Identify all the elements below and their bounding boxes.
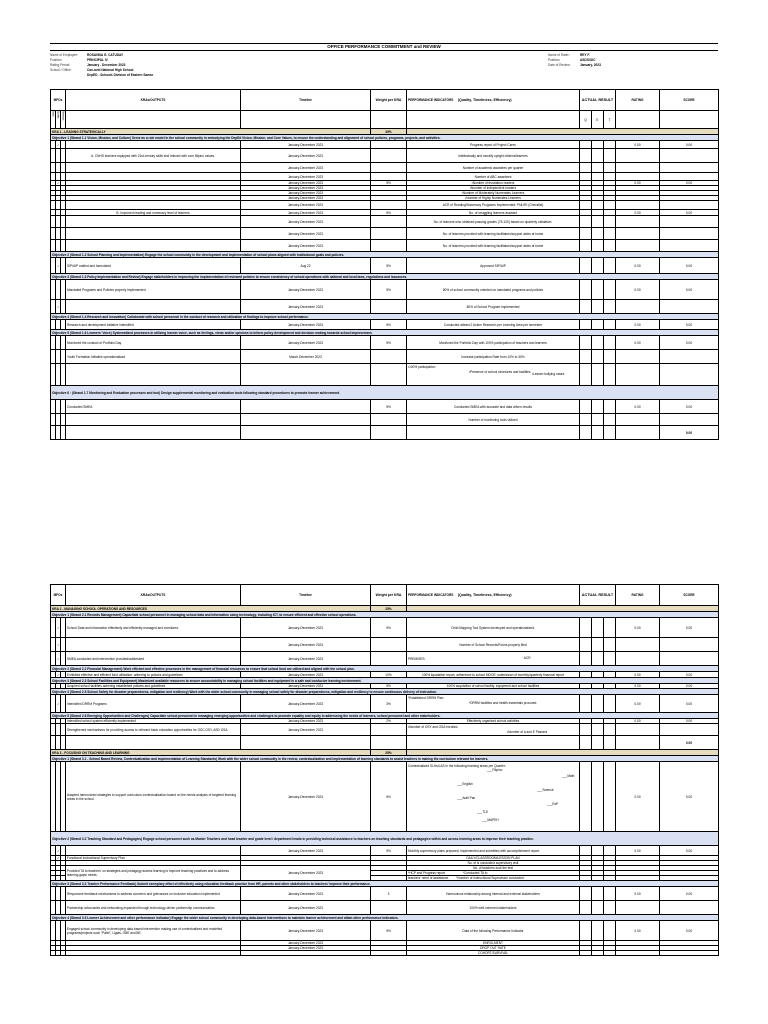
score-cell: 0.00 (660, 684, 719, 689)
weight-cell: 3 (371, 887, 407, 901)
kra3-objective-1: Objective 1 (Strand 3.1 - School Based Review, Contextualization and implementation of Learning Standards) Work with the wider school community in the review, contextualization and implementation of learning standards to assist teachers in making the curriculum relevant for learners. (51, 756, 719, 762)
kra-output: Intensified school system efficiently implemented (66, 719, 241, 724)
review-label: Date of Review: (548, 63, 571, 67)
mfo-strategic: Strategic (61, 111, 66, 129)
kra1-objective-5: Objective 5 (Strand 1.6 Learners' Voice) Systematized processes in utilizing learner voice, such as feelings, views and/or opinions to inform policy development and decision making towards school improvement. (51, 330, 719, 336)
timeline-cell: January-December 2023 (241, 196, 371, 201)
weight-cell: 5% (371, 684, 407, 689)
kra1-objective-2: Objective 2 (Strand 1.2 School Planning and Implementation) Engage the school community in the development and implementation of school plans aligned with institutional goals and policies. (51, 252, 719, 258)
col-e: E (592, 111, 604, 129)
indicator-cell: DROP OUT RATE (407, 946, 580, 951)
opcr-page-2 (50, 584, 718, 956)
timeline-cell: January-December 2023 (241, 618, 371, 638)
score-cell: 0.00 (660, 618, 719, 638)
col-pi-sub: (Quality, Timeliness, Efficiency) (457, 593, 512, 597)
timeline-cell: January-December 2023 (241, 719, 371, 724)
indicator-cell: COHORT/SURVIVAL (407, 951, 580, 956)
kra1-total-score: 0.00 (660, 426, 719, 440)
kra-output: Adapted harmonized strategies to support curriculum contextualization based on the needs analysis of targeted learning areas in the school. (66, 762, 241, 832)
timeline-cell: January-December 2023 (241, 181, 371, 186)
indicator-cell: Progress report of Project Cares (407, 141, 580, 149)
contextualized-slhs: Contextualized SLHs/LAS in the following learning areas per Quarter: (408, 764, 506, 768)
score-cell: 0.00 (660, 719, 719, 724)
indicator-cell (407, 652, 580, 666)
score-cell: 0.00 (660, 762, 719, 832)
timeline-cell: January-December 2023 (241, 201, 371, 210)
check-icon: ✓ (57, 856, 60, 860)
col-mfos: MFOs (51, 585, 66, 606)
indicator-cell: 100% acquisition of school facility, equipment and school facilities (407, 684, 580, 689)
indicator-cell: Conducted atleast 2 Action Research per Learning Area per semester (407, 320, 580, 330)
check-icon: ✓ (56, 846, 61, 856)
indicator-cell: 100% liquidation report, adherence to school MOOE; submission of monthly/quarterly financial report (407, 672, 580, 678)
rating-cell: 0.00 (616, 181, 660, 186)
timeline-cell: January-December 2023 (241, 173, 371, 181)
kra1-objective-3: Objective 3 (Strand 1.3 Policy Implementation and Review) Engage stakeholders in improving the implementation of reviewed policies to ensure consistency of school operations with national and local laws, regulations and issuances. (51, 274, 719, 280)
timeline-cell: January-December 2023 (241, 191, 371, 196)
kra-output: School Data and information effectively and efficiently managed and monitored. (66, 618, 241, 638)
indicator-cell: Increase participation Rate from 10% to 30% (407, 350, 580, 364)
rating-cell: 0.00 (616, 618, 660, 638)
opcr-table-kra1 (50, 89, 719, 440)
review-date: January, 2023 (580, 63, 601, 67)
kra-output: Exhibited effective and efficient fund utilization: adhering to policies and guidelines (66, 672, 241, 678)
kra-output: Youth Formation initiative operationalized (66, 350, 241, 364)
subject-science: ___Science (537, 788, 554, 792)
col-pi (407, 90, 580, 111)
rater-name: REY F. (580, 53, 590, 57)
rating-cell: 0.00 (616, 141, 660, 149)
period-label: Rating Period: (50, 63, 71, 67)
kra-output: A. CNHS learners equipped with 21st century skills and imbued with core filipino values. (66, 149, 241, 163)
kra2-objective-3: Objective 3 (Strand 2.3 School Facilities and Equipment) Maximized available resources to ensure accountability in managing school facilities and equipment in a safe and conducive learning environment. (51, 678, 719, 684)
indicator-cell: 80% of School Program implemented (407, 300, 580, 314)
col-kra: KRAs/OUTPUTS (66, 585, 241, 606)
timeline-cell: January-December 2023 (241, 901, 371, 915)
col-actual: ACTUAL RESULT (580, 585, 616, 606)
supervision-conducted: *Number of Instructional Supervision conducted (456, 876, 524, 880)
col-rating: RATING (616, 90, 660, 111)
timeline-cell: January-December 2023 (241, 887, 371, 901)
kra-output (66, 163, 241, 173)
premises-label: PREMISES: (408, 656, 426, 661)
weight-cell: 5% (371, 336, 407, 350)
timeline-cell: January-December 2023 (241, 638, 371, 652)
kra1-objective-6: Objective 6 : (Strand 1.7 Monitoring and Evaluation processes and tool) Design supplemental monitoring and evaluation tools following standard procedures to promote learner achievement. (51, 386, 719, 400)
indicator-cell (407, 364, 580, 386)
col-t: T (604, 111, 616, 129)
col-pi-label: PERFORMANCE INDICATORS (408, 98, 454, 102)
extra-indicator: •Lessen bullying cases (532, 372, 565, 376)
subject-english: ___English (457, 782, 473, 786)
subject-filipino: ___Filipino (487, 768, 503, 772)
rating-cell: 0.00 (616, 921, 660, 941)
score-cell: 0.00 (660, 141, 719, 149)
indicator-cell: •Number of Moderately Numerates Learners (407, 191, 580, 196)
rating-cell: 0.00 (616, 210, 660, 216)
rating-cell: 0.00 (616, 846, 660, 856)
col-score: SCORE (660, 585, 719, 606)
kra1-objective-4: Objective 4 (Strand 1.4 Research and Innovation) Collaborate with school personnel in the conduct of research and utilization of findings to improve school performance. (51, 314, 719, 320)
mfo-basic: Basic (51, 111, 56, 129)
drrm-plan: *Established DRRM Plan (408, 696, 444, 700)
school-division: DepED - Schools Division of Eastern Samar (87, 73, 154, 77)
indicator-cell (407, 724, 580, 736)
weight-cell (371, 141, 407, 149)
col-pi-label: PERFORMANCE INDICATORS (408, 593, 454, 597)
col-timeline: Timeline (241, 90, 371, 111)
rating-cell: 0.00 (616, 684, 660, 689)
kra2-total-score: 0.00 (660, 736, 719, 750)
indicator-cell: Approved SIP/AIP (407, 258, 580, 274)
weight-cell: 5% (371, 258, 407, 274)
rating-period: January - December 2023 (87, 63, 126, 67)
timeline-cell: January-December 2023 (241, 672, 371, 678)
weight-cell: 5% (371, 846, 407, 856)
subject-arali-pan: ___Arali Pan (457, 796, 476, 800)
kra-output: Functional Instructional Supervisory Plan (66, 856, 241, 861)
col-rating: RATING (616, 585, 660, 606)
timeline-cell: January-December 2023 (241, 724, 371, 736)
indicator-cell: No. of struggling learners assisted (407, 210, 580, 216)
timeline-cell: January-December 2023 (241, 228, 371, 240)
check-icon: ✓ (56, 638, 61, 652)
score-cell: 0.00 (660, 672, 719, 678)
weight-cell: 5% (371, 181, 407, 186)
weight-cell: 3% (371, 695, 407, 713)
timeline-cell: January-December 2023 (241, 210, 371, 216)
weight-cell: 5% (371, 618, 407, 638)
kra2-title: KRA 2 - MANAGING SCHOOL OPERATIONS AND RESOURCES (51, 606, 371, 612)
timeline-cell: January-December 2023 (241, 186, 371, 191)
weight-cell: 5% (371, 762, 407, 832)
subject-esp: ___EsP (547, 802, 559, 806)
timeline-cell: January-December 2023 (241, 684, 371, 689)
indicator-cell: No. of teachers took the test (407, 866, 580, 871)
employee-position: PRINCIPAL IV (87, 58, 108, 62)
score-cell: 0.00 (660, 210, 719, 216)
indicator-cell (407, 762, 580, 832)
kra-output: Acquired school facilities adhering established policies and guidelines (66, 684, 241, 689)
name-label: Name of Employee: (50, 53, 78, 57)
rating-cell: 0.00 (616, 258, 660, 274)
rating-cell: 0.00 (616, 336, 660, 350)
timeline-cell: January-December 2023 (241, 652, 371, 666)
score-cell: 0.00 (660, 887, 719, 901)
indicator-cell: ENROLMENT (407, 941, 580, 946)
timeline-cell: January-December 2023 (241, 300, 371, 314)
indicator-cell: No. of learners provided with learning facilitators/support aides at home (407, 240, 580, 252)
col-weight: Weight per KRA (371, 90, 407, 111)
indicator-cell: 80% of school community oriented on mandated programs and policies (407, 280, 580, 300)
indicator-cell: Monitored the Portfolio Day with 100% participation of teachers and learners (407, 336, 580, 350)
conducted-ta: *Conducted TA to (462, 871, 488, 875)
timeline-cell: January-December 2023 (241, 163, 371, 173)
teachers-need: teachers' need of assistance. (408, 876, 450, 880)
kra2-objective-5: Objective 5 (Strand 2.6 Emerging Opportunities and Challenges) Capacitate school personnel in managing emerging opportunities and challenges to promote equality and equity in addressing the needs of learners, school personnel and other stakeholders. (51, 713, 719, 719)
kra-output: Responsive feedback mechanisms to address concerns and grievances on inclusive education implemented (66, 887, 241, 901)
timeline-cell: January-December 2023 (241, 149, 371, 163)
indicator-cell: Number of ABC awardees (407, 173, 580, 181)
score-cell: 0.00 (660, 921, 719, 941)
hcp-report: *HCP and Progress report (408, 871, 445, 875)
timeline-cell: March-December 2023 (241, 350, 371, 364)
kra3-weight: 25% (371, 750, 407, 756)
timeline-cell: January-December 2023 (241, 336, 371, 350)
position-label: Position: (50, 58, 63, 62)
rating-cell: 0.00 (616, 320, 660, 330)
kra-output: SIP/AIP crafted and formulated (66, 258, 241, 274)
indicator-cell: ACR of Reading/Numeracy Programs Implemented: Phil-IRI (Checklist) (407, 201, 580, 210)
indicator-cell: Intellectually and morally upright citizens/learners (407, 149, 580, 163)
employee-info (50, 51, 718, 89)
mfo-quality: Quality (56, 111, 61, 129)
check-icon: ✓ (57, 142, 60, 147)
check-icon: ✓ (57, 672, 60, 677)
kra-output (66, 141, 241, 149)
kra-output: Mandated Programs and Policies properly implemented (66, 280, 241, 300)
indicator-cell: No. of learners who obtained passing grades (75-100) based on quarterly validation. (407, 216, 580, 228)
weight-cell: 10% (371, 672, 407, 678)
kra1-weight: 35% (371, 129, 407, 135)
col-pi (407, 585, 580, 606)
check-icon: ✓ (56, 300, 61, 314)
col-timeline: Timeline (241, 585, 371, 606)
score-cell: 0.00 (660, 320, 719, 330)
page-title: OFFICE PERFORMANCE COMMITMENT and REVIEW (50, 43, 718, 51)
indicator-cell: Harmonious relationship among internal and external stakeholders (407, 887, 580, 901)
indicator-cell: Effectively organized school activities (407, 719, 580, 724)
col-mfos: MFOs (51, 90, 66, 111)
score-cell: 0.00 (660, 695, 719, 713)
weight-cell: 5% (371, 921, 407, 941)
weight-cell: 5% (371, 210, 407, 216)
indicator-cell: No. of is conducted supervisory visit (407, 861, 580, 866)
check-icon: ✓ (56, 652, 61, 666)
timeline-cell: January-December 2023 (241, 240, 371, 252)
rater-label: Name of Rater: (548, 53, 570, 57)
col-pi-sub: (Quality, Timeliness, Efficiency) (457, 98, 512, 102)
kra-output: Conducted SMEA (66, 400, 241, 414)
subject-tle: ___TLE (477, 810, 489, 814)
weight-cell: 2% (371, 719, 407, 724)
opcr-page-1 (50, 43, 718, 440)
extra-indicator: •Presence of school structures and facilities (469, 370, 531, 374)
subject-mapeh: ___MAPEH (482, 818, 499, 822)
kra3-objective-2: Objective 2 (Strand 3.2 Teaching Standard and Pedagogies) Engage school personnel such as Master Teachers and head teacher and grade level / department heads in providing technical assistance to teachers on teaching standards and pedagogies within and across learning areas to improve their teaching practice. (51, 832, 719, 846)
ae-passers: •Number of A and E Passers (507, 730, 548, 734)
kra-output: Engaged school community in developing data-based intervention making use of contextualized and modelled programs/projects such "Patid", Ligtas, OBE and BE. (66, 921, 241, 941)
premises-acr: · ACR (522, 656, 531, 660)
col-actual: ACTUAL RESULT (580, 90, 616, 111)
kra-output: B. Improved reading and numeracy level of learners (66, 210, 241, 216)
indicator-cell: Data of the following Performance Indicator (407, 921, 580, 941)
score-cell: 0.00 (660, 400, 719, 414)
timeline-cell: Aug 22 (241, 258, 371, 274)
score-cell: 0.00 (660, 280, 719, 300)
timeline-cell: January-December 2023 (241, 762, 371, 832)
office-label: School / Office: (50, 68, 72, 72)
kra2-objective-2: Objective 2 (Strand 2.2 Financial Management) Work efficient and effective processes in the management of financial resources to ensure that school fund are utilized and aligned with the school plan. (51, 666, 719, 672)
score-cell: 0.00 (660, 258, 719, 274)
rating-cell: 0.00 (616, 887, 660, 901)
indicator-cell: Number of academic awardees per quarter (407, 163, 580, 173)
school-office: Can-avid National High School (87, 68, 134, 72)
indicator-cell: Conducted SMEA with accurate and data driven results (407, 400, 580, 414)
rating-cell: 0.00 (616, 695, 660, 713)
timeline-cell: January-December 2023 (241, 320, 371, 330)
kra2-weight: 25% (371, 606, 407, 612)
kra-output: Research and development initiative intensified (66, 320, 241, 330)
indicator-cell: Monthly supervisory plans prepared, implemented and submitted with accomplishment report. (407, 846, 580, 856)
kra2-objective-4: Objective 4 (Strand 2.5 School Safety for disaster preparedness, mitigation and resiliency) Work with the wider school community in managing school safety for disaster preparedness, mitigation and resiliency to ensure continuous delivery of instruction. (51, 689, 719, 695)
extra-indicator: •100% participation (408, 365, 436, 369)
timeline-cell: January-December 2023 (241, 695, 371, 713)
indicator-cell: Child Mapping Tool System developed and operationalized. (407, 618, 580, 638)
timeline-cell: January-December 2023 (241, 866, 371, 881)
kra-output: Partnership advocacies and networking expanded through technology-driven partnership communication. (66, 901, 241, 915)
kra-output: Monitored the conduct of Portfolio Day (66, 336, 241, 350)
check-icon: ✓ (56, 618, 61, 638)
osy-enrolled: •Number of OSY and OSA enrolled. (408, 725, 459, 729)
employee-name: ROSANNA G. CATUDAY (87, 53, 124, 57)
indicator-cell: Number of School Records/Forms properly filed (407, 638, 580, 652)
indicator-cell: 100% well-informed stakeholders (407, 901, 580, 915)
subject-math: ___Math (562, 774, 575, 778)
rating-cell: 0.00 (616, 280, 660, 300)
kra1-title: KRA 1 - LEADING STRATEGICALLY (51, 129, 371, 135)
col-kra: KRAs/OUTPUTS (66, 90, 241, 111)
timeline-cell: January-December 2023 (241, 921, 371, 941)
col-q: Q (580, 111, 592, 129)
indicator-cell: •Number of Highly Numerates Learners (407, 196, 580, 201)
kra-output: Provided TA to teachers' on strategies and pedagogy access learning to improve teaching practices and to address learning gaps/ needs. (66, 866, 241, 881)
kra-output: Intensified DRRM Programs (66, 695, 241, 713)
kra-output: SMEA conducted and intervention provided/addressed (66, 652, 241, 666)
score-cell: 0.00 (660, 181, 719, 186)
check-icon: ✓ (56, 695, 61, 713)
kra3-objective-3: Objective 3 (Strand 3.3 Teacher Performance Feedback) Submit exemplary effort of effectively using education feedback practice from HR, parents and other stakeholders to teachers' improve their performance. (51, 881, 719, 887)
timeline-cell: January-December 2023 (241, 141, 371, 149)
indicator-cell: •Number of independent readers (407, 186, 580, 191)
weight-cell (371, 149, 407, 163)
indicator-cell: DAILY/CLASSROOM/LESSON PLAN (407, 856, 580, 861)
kra2-objective-1: Objective 1 (Strand 2.1 Records Management) Capacitate school personnel in managing school data and information using technology, including ICT, to ensure efficient and effective school operations. (51, 612, 719, 618)
score-cell: 0.00 (660, 336, 719, 350)
weight-cell: 5% (371, 400, 407, 414)
weight-cell: 5% (371, 320, 407, 330)
timeline-cell: January-December 2023 (241, 941, 371, 946)
timeline-cell: January-December 2023 (241, 280, 371, 300)
indicator-cell: No. of learners provided with learning facilitators/support aides at home (407, 228, 580, 240)
weight-cell: 5% (371, 280, 407, 300)
rating-cell: 0.00 (616, 762, 660, 832)
kra3-title: KRA 3 - FOCUSING ON TEACHING AND LEARNING (51, 750, 371, 756)
score-cell: 0.00 (660, 846, 719, 856)
indicator-cell (407, 695, 580, 713)
kra1-objective-1: Objective 1 (Strand 1.1 Vision, Mission, and Culture) Serve as a role model in the school community in embodying the DepEd Vision, Mission, and Core Values, to ensure the understanding and alignment of school policies, programs, projects, and activities. (51, 135, 719, 141)
timeline-cell: January-December 2023 (241, 216, 371, 228)
col-score: SCORE (660, 90, 719, 111)
check-icon: ✓ (57, 181, 60, 185)
rater-position: ASDS/OIC (580, 58, 596, 62)
indicator-cell: Number of monitoring tools utilized (407, 414, 580, 426)
drrm-facilities: *DRRM facilities and health essentials procured. (469, 701, 538, 705)
timeline-cell: January-December 2023 (241, 846, 371, 856)
timeline-cell: January-December 2023 (241, 946, 371, 951)
opcr-table-kra2 (50, 584, 719, 956)
indicator-cell: •Number of frustration readers (407, 181, 580, 186)
col-weight: Weight per KRA (371, 585, 407, 606)
rating-cell: 0.00 (616, 719, 660, 724)
check-icon: ✓ (56, 258, 61, 274)
rating-cell: 0.00 (616, 400, 660, 414)
kra-output: Strengthened mechanisms for providing access to relevant basic education opportunities for OSC,OSY, ASD OSA (66, 724, 241, 736)
rating-cell: 0.00 (616, 672, 660, 678)
kra3-objective-4: Objective 4 (Strand 3.5 Learner Achievement and other performance indicator) Engage the wider school community in developing data-based interventions to maintain learner achievement and attain other performance indicators. (51, 915, 719, 921)
rater-position-label: Position: (548, 58, 561, 62)
